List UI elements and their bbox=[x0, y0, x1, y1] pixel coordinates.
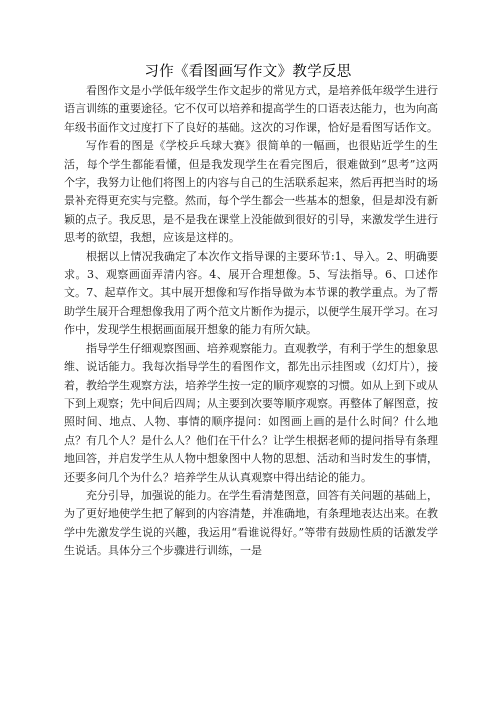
paragraph-observation: 指导学生仔细观察图画、培养观察能力。直观教学，有利于学生的想象思维、说话能力。我每次指导学生的看图作文，都先出示挂图或（幻灯片），接着，教给学生观察方法，培养学生按一定的顺序观察的习惯。如从上到下或从下到上观察；先中间后四周；从主要到次要等顺序观察。再整体了解图意，按照时间、地点、人物、事情的顺序提问：如图画上画的是什么时间？什么地点？有几个人？是什么人？他们在干什么？让学生根据老师的提问指导有条理地回答，并启发学生从人物中想象图中人物的思想、活动和当时发生的事情，还要多问几个为什么？培养学生从认真观察中得出结论的能力。 bbox=[64, 341, 438, 484]
paragraph-speaking: 充分引导，加强说的能力。在学生看清楚图意，回答有关问题的基础上，为了更好地使学生把了解到的内容清楚，并准确地，有条理地表达出来。在教学中先激发学生说的兴趣，我运用“看谁说得好。”等带有鼓励性质的话激发学生说话。具体分三个步骤进行训练，一是 bbox=[64, 488, 438, 558]
paragraph-reflection: 写作看的图是《学校乒乓球大赛》很简单的一幅画，也很贴近学生的生活，每个学生都能看懂，但是我发现学生在看完图后，很难做到“思考”这两个字，我努力让他们将图上的内容与自己的生活联系起来，然后再把当时的场景补充得更充实与完整。然而，每个学生都会一些基本的想象，但是却没有新颖的点子。我反思，是不是我在课堂上没能做到很好的引导，来激发学生进行思考的欲望，我想，应该是这样的。 bbox=[64, 139, 438, 245]
document-title: 习作《看图画写作文》教学反思 bbox=[144, 64, 352, 80]
paragraph-lesson-steps: 根据以上情况我确定了本次作文指导课的主要环节:1、导入。2、明确要求。3、观察画面弄清内容。4、展开合理想像。5、写法指导。6、口述作文。7、起草作文。其中展开想像和写作指导做为本节课的教学重点。为了帮助学生展开合理想像我用了两个范文片断作为提示，以便学生展开学习。在习作中，发现学生根据画面展开想象的能力有所欠缺。 bbox=[64, 249, 438, 337]
document-body bbox=[64, 82, 438, 561]
paragraph-intro: 看图作文是小学低年级学生作文起步的常见方式，是培养低年级学生进行语言训练的重要途径。它不仅可以培养和提高学生的口语表达能力，也为向高年级书面作文过度打下了良好的基础。这次的习作课，恰好是看图写话作文。 bbox=[64, 84, 438, 134]
